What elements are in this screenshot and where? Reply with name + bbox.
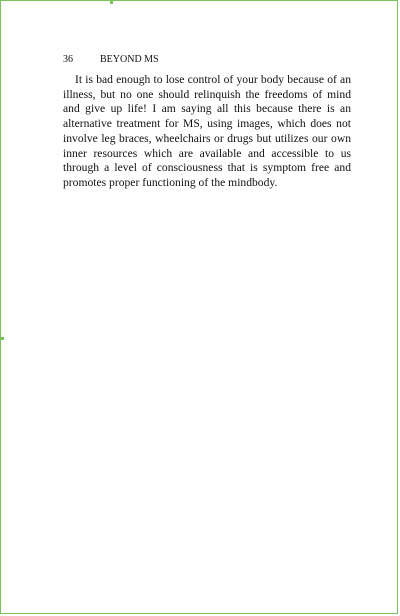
page-edge-marker-left [1,337,4,340]
running-header [63,54,159,65]
running-title: BEYOND MS [100,54,159,65]
page-edge-marker-top [110,1,113,4]
page-number: 36 [63,54,73,65]
body-paragraph: It is bad enough to lose control of your body because of an illness, but no one should relinquish the freedoms of mind and give up life! I am saying all this because there is an alternative treatment for MS, using images, which does not involve leg braces, wheelchairs or drugs but utilizes our own inner resources which are available and accessible to us through a level of consciousness that is symptom free and promotes proper functioning of the mindbody. [63,73,351,189]
